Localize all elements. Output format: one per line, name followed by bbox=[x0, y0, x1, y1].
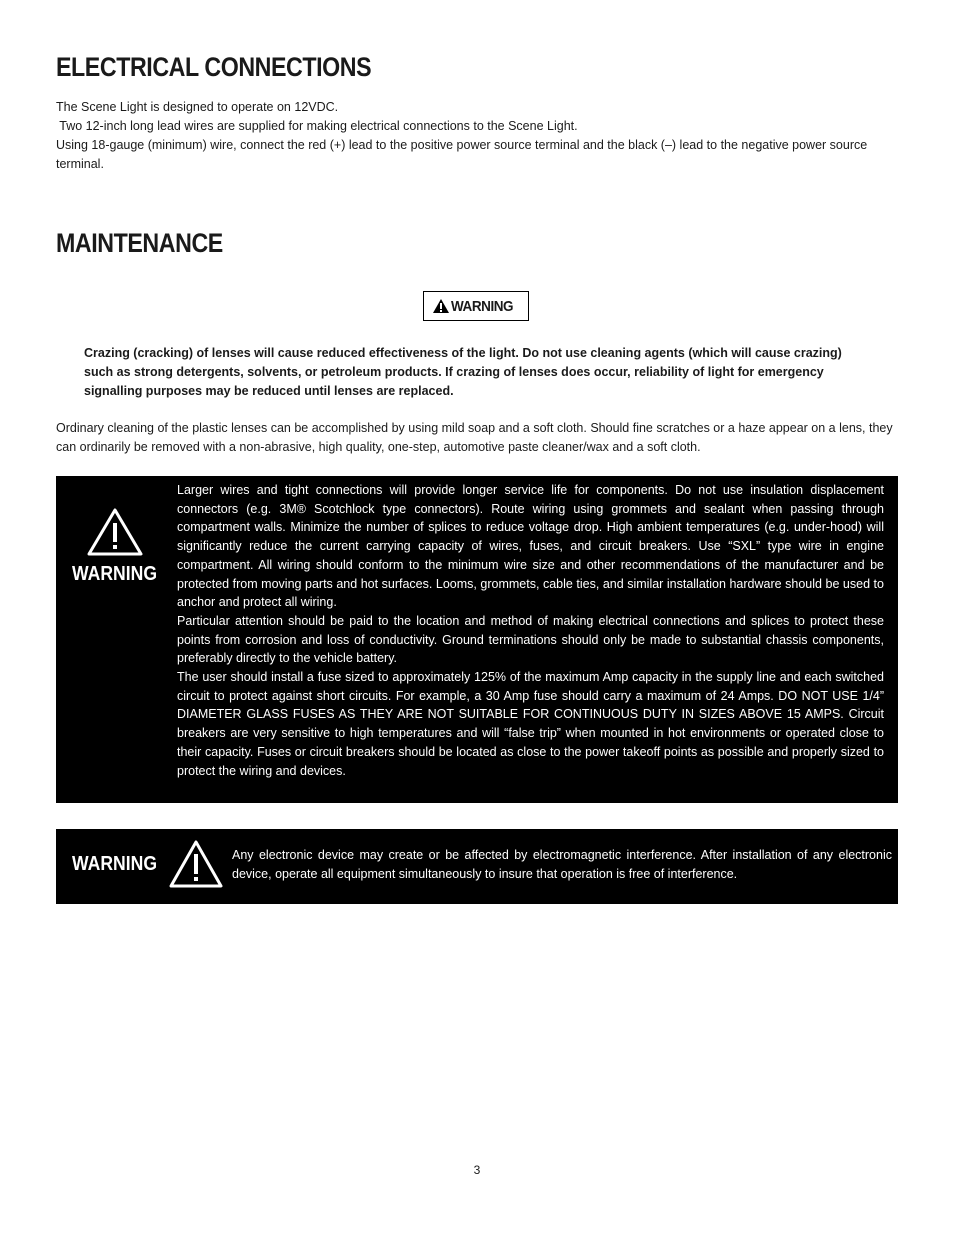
warning-label: WARNING bbox=[72, 853, 158, 875]
warning-sign-label: WARNING bbox=[451, 297, 514, 315]
page-number: 3 bbox=[473, 1163, 481, 1177]
connections-paragraph: Particular attention should be paid to the location and method of making electrical connections and splices to protect these points from corrosion and loss of conductivity. Ground terminations should only be made to substantial chassis components, preferably directly to the vehicle battery. bbox=[177, 613, 884, 666]
warning-triangle-icon bbox=[432, 298, 450, 314]
exclamation-triangle-icon bbox=[86, 507, 144, 557]
interference-warning-box bbox=[56, 829, 898, 904]
lead-wires-line: Two 12-inch long lead wires are supplied for making electrical connections to the Scene Light. bbox=[56, 119, 578, 133]
warning-sign bbox=[423, 291, 529, 321]
warning-label: WARNING bbox=[72, 563, 158, 585]
wiring-warning-box bbox=[56, 476, 898, 803]
crazing-caution-text: Crazing (cracking) of lenses will cause reduced effectiveness of the light. Do not use cleaning agents (which will cause crazing) such as strong detergents, solvents, or petroleum products. If crazing of lenses does occur, reliability of light for emergency signalling purposes may be reduced until lenses are replaced. bbox=[84, 346, 842, 398]
maintenance-heading: MAINTENANCE bbox=[56, 228, 223, 258]
electrical-connections-heading: ELECTRICAL CONNECTIONS bbox=[56, 52, 372, 82]
wiring-warning-text bbox=[177, 481, 884, 780]
voltage-line: The Scene Light is designed to operate on 12VDC. bbox=[56, 100, 339, 114]
interference-warning-text: Any electronic device may create or be affected by electromagnetic interference. After installation of any electronic device, operate all equipment simultaneously to insure that operation is free of interference. bbox=[232, 848, 892, 881]
exclamation-triangle-icon bbox=[168, 839, 224, 889]
electrical-connections-text bbox=[56, 98, 898, 174]
wiring-paragraph: Larger wires and tight connections will provide longer service life for components. Do not use insulation displacement connectors (e.g. 3M® Scotchlock type connectors). Route wiring using grommets and sealant when passing through compartment walls. Minimize the number of splices to reduce voltage drop. High ambient temperatures (e.g. under-hood) will significantly reduce the current carrying capacity of wires, fuses, and circuit breakers. Use “SXL” type wire in engine compartment. All wiring should conform to the minimum wire size and other recommendations of the manufacturer and be protected from moving parts and hot surfaces. Looms, grommets, cable ties, and similar installation hardware should be used to anchor and protect all wiring. bbox=[177, 483, 884, 610]
wiring-instruction-line: Using 18-gauge (minimum) wire, connect the red (+) lead to the positive power source terminal and the black (–) lead to the negative power source terminal. bbox=[56, 138, 868, 171]
fuse-paragraph: The user should install a fuse sized to approximately 125% of the maximum Amp capacity in the supply line and each switched circuit to protect against short circuits. For example, a 30 Amp fuse should carry a maximum of 24 Amps. DO NOT USE 1/4” DIAMETER GLASS FUSES AS THEY ARE NOT SUITABLE FOR CONTINUOUS DUTY IN SIZES ABOVE 15 AMPS. Circuit breakers are very sensitive to high temperatures and will “false trip” when mounted in hot environments or operated close to their capacity. Fuses or circuit breakers should be located as close to the power takeoff points as possible and properly sized to protect the wiring and devices. bbox=[177, 670, 884, 778]
lens-cleaning-text: Ordinary cleaning of the plastic lenses can be accomplished by using mild soap and a soft cloth. Should fine scratches or a haze appear on a lens, they can ordinarily be removed with a non-abrasive, high quality, one-step, automotive paste cleaner/wax and a soft cloth. bbox=[56, 421, 893, 454]
